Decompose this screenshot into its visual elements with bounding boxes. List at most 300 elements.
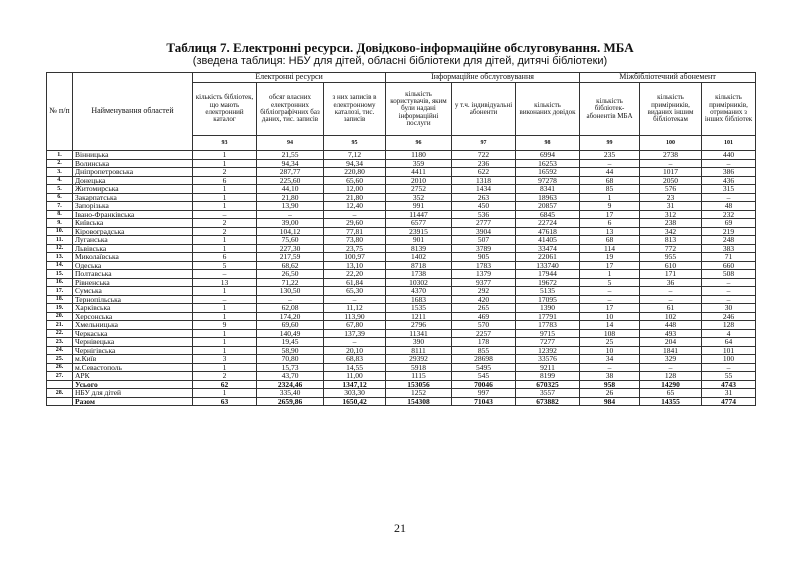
table-cell: 140,49	[257, 329, 324, 338]
column-code: 101	[702, 136, 756, 151]
table-cell: 2659,86	[257, 397, 324, 406]
region-name: Івано-Франківська	[73, 210, 193, 219]
region-name: Миколаївська	[73, 253, 193, 262]
table-cell: 100	[702, 355, 756, 364]
table-cell: 30	[702, 304, 756, 313]
table-cell: 383	[702, 244, 756, 253]
table-cell: 174,20	[257, 312, 324, 321]
table-cell: 9211	[516, 363, 580, 372]
row-number: 4.	[47, 176, 73, 185]
table-cell: 36	[640, 278, 702, 287]
table-row	[47, 329, 756, 338]
table-row	[47, 278, 756, 287]
row-number	[47, 380, 73, 389]
table-cell: 722	[452, 151, 516, 160]
table-cell: 85	[580, 185, 640, 194]
table-cell: 1402	[386, 253, 452, 262]
table-cell: 128	[702, 321, 756, 330]
region-name: м.Київ	[73, 355, 193, 364]
table-cell: 4411	[386, 168, 452, 177]
table-cell: 19	[580, 253, 640, 262]
table-row	[47, 321, 756, 330]
table-cell: 1347,12	[324, 380, 386, 389]
table-cell: 65,30	[324, 287, 386, 296]
table-cell: –	[324, 210, 386, 219]
table-cell: 101	[702, 346, 756, 355]
table-cell: 137,39	[324, 329, 386, 338]
table-cell: 7,12	[324, 151, 386, 160]
table-cell: 1180	[386, 151, 452, 160]
table-cell: 1841	[640, 346, 702, 355]
table-cell: 1	[193, 202, 257, 211]
table-cell: 13	[193, 278, 257, 287]
table-row	[47, 270, 756, 279]
row-number: 19.	[47, 304, 73, 313]
row-number: 26.	[47, 363, 73, 372]
table-cell: 1	[580, 193, 640, 202]
table-cell: 2738	[640, 151, 702, 160]
table-cell: 6845	[516, 210, 580, 219]
row-number: 24.	[47, 346, 73, 355]
table-cell: 2	[193, 227, 257, 236]
table-cell: 68,62	[257, 261, 324, 270]
table-cell: 171	[640, 270, 702, 279]
row-number: 21.	[47, 321, 73, 330]
table-row	[47, 236, 756, 245]
table-cell: –	[580, 159, 640, 168]
table-cell: 5135	[516, 287, 580, 296]
table-row	[47, 261, 756, 270]
table-cell: 34	[580, 355, 640, 364]
table-cell: –	[702, 287, 756, 296]
region-name: Чернівецька	[73, 338, 193, 347]
region-name: м.Севастополь	[73, 363, 193, 372]
row-number: 7.	[47, 202, 73, 211]
table-cell: 6	[193, 176, 257, 185]
table-cell: 390	[386, 338, 452, 347]
table-cell: 70046	[452, 380, 516, 389]
table-cell: 16253	[516, 159, 580, 168]
table-cell: 65,60	[324, 176, 386, 185]
row-number: 9.	[47, 219, 73, 228]
table-cell: 570	[452, 321, 516, 330]
table-cell: 21,80	[324, 193, 386, 202]
table-cell: 17791	[516, 312, 580, 321]
table-cell: 1650,42	[324, 397, 386, 406]
table-cell: 14355	[640, 397, 702, 406]
table-cell: 329	[640, 355, 702, 364]
table-row	[47, 210, 756, 219]
table-cell: 41405	[516, 236, 580, 245]
table-cell: 31	[640, 202, 702, 211]
column-header: кількість користувачів, яким були надані інформаційні послуги	[386, 83, 452, 136]
table-cell: 359	[386, 159, 452, 168]
table-cell: 104,12	[257, 227, 324, 236]
table-row	[47, 176, 756, 185]
row-number: 23.	[47, 338, 73, 347]
table-cell: 352	[386, 193, 452, 202]
region-name: Житомирська	[73, 185, 193, 194]
region-name: Чернігівська	[73, 346, 193, 355]
row-number	[47, 397, 73, 406]
table-cell: 3789	[452, 244, 516, 253]
region-name: Тернопільська	[73, 295, 193, 304]
table-cell: –	[257, 210, 324, 219]
table-cell: 39,00	[257, 219, 324, 228]
table-cell: 11341	[386, 329, 452, 338]
table-cell: 71	[702, 253, 756, 262]
table-row	[47, 168, 756, 177]
table-cell: 62,08	[257, 304, 324, 313]
table-cell: 342	[640, 227, 702, 236]
table-cell: 97278	[516, 176, 580, 185]
table-cell: –	[257, 295, 324, 304]
table-cell: 68,83	[324, 355, 386, 364]
table-cell: 9377	[452, 278, 516, 287]
region-name: Хмельницька	[73, 321, 193, 330]
table-cell: 23,75	[324, 244, 386, 253]
page-subtitle: (зведена таблиця: НБУ для дітей, обласні бібліотеки для дітей, дитячі бібліотеки)	[192, 55, 608, 67]
table-cell: 108	[580, 329, 640, 338]
table-cell: 19,45	[257, 338, 324, 347]
table-cell: 25	[580, 338, 640, 347]
table-cell: –	[702, 295, 756, 304]
table-row	[47, 159, 756, 168]
table-cell: 21,55	[257, 151, 324, 160]
table-cell: 1017	[640, 168, 702, 177]
table-cell: 507	[452, 236, 516, 245]
region-name: Львівська	[73, 244, 193, 253]
row-number: 22.	[47, 329, 73, 338]
region-name: Харківська	[73, 304, 193, 313]
table-cell: 238	[640, 219, 702, 228]
table-cell: 22,20	[324, 270, 386, 279]
table-cell: 6	[580, 219, 640, 228]
table-cell: 1211	[386, 312, 452, 321]
table-cell: 246	[702, 312, 756, 321]
column-header: у т.ч. індивідуальні абоненти	[452, 83, 516, 136]
table-cell: 263	[452, 193, 516, 202]
table-cell: 1	[193, 236, 257, 245]
table-cell: 901	[386, 236, 452, 245]
table-cell: 6994	[516, 151, 580, 160]
table-cell: 14	[580, 321, 640, 330]
column-header: кількість примірників, отриманих з інших бібліотек	[702, 83, 756, 136]
table-cell: 12,40	[324, 202, 386, 211]
region-name: Дніпропетровська	[73, 168, 193, 177]
table-cell: 1379	[452, 270, 516, 279]
header-group-mba: Міжбібліотечний абонемент	[580, 73, 756, 83]
table-cell: 508	[702, 270, 756, 279]
table-cell: 6	[193, 253, 257, 262]
table-cell: 11,12	[324, 304, 386, 313]
table-cell: 4	[702, 329, 756, 338]
region-name: АРК	[73, 372, 193, 381]
table-cell: 19672	[516, 278, 580, 287]
row-number: 20.	[47, 312, 73, 321]
header-num: № п/п	[47, 73, 73, 151]
table-cell: –	[640, 363, 702, 372]
table-cell: 813	[640, 236, 702, 245]
table-cell: 5495	[452, 363, 516, 372]
table-cell: 73,80	[324, 236, 386, 245]
table-cell: 71,22	[257, 278, 324, 287]
region-name: Закарпатська	[73, 193, 193, 202]
table-cell: 153056	[386, 380, 452, 389]
table-row	[47, 363, 756, 372]
table-cell: 130,50	[257, 287, 324, 296]
region-name: Херсонська	[73, 312, 193, 321]
table-cell: 10302	[386, 278, 452, 287]
row-number: 14.	[47, 261, 73, 270]
table-cell: 855	[452, 346, 516, 355]
table-cell: 1	[193, 244, 257, 253]
table-cell: 235	[580, 151, 640, 160]
table-cell: 5918	[386, 363, 452, 372]
region-name: Черкаська	[73, 329, 193, 338]
table-cell: 450	[452, 202, 516, 211]
table-cell: 2010	[386, 176, 452, 185]
table-cell: 610	[640, 261, 702, 270]
table-cell: 493	[640, 329, 702, 338]
table-cell: 2	[193, 372, 257, 381]
table-cell: 225,60	[257, 176, 324, 185]
column-header: обсяг власних електронних бібліографічних баз даних, тис. записів	[257, 83, 324, 136]
table-cell: 1	[193, 287, 257, 296]
table-cell: 1	[193, 159, 257, 168]
table-cell: –	[702, 363, 756, 372]
table-cell: 114	[580, 244, 640, 253]
row-number: 28.	[47, 389, 73, 398]
table-cell: 1	[193, 346, 257, 355]
table-row	[47, 397, 756, 406]
table-cell: –	[324, 295, 386, 304]
table-cell: 440	[702, 151, 756, 160]
table-cell: 991	[386, 202, 452, 211]
table-cell: –	[324, 338, 386, 347]
table-cell: 219	[702, 227, 756, 236]
table-cell: 14,55	[324, 363, 386, 372]
table-row	[47, 193, 756, 202]
table-cell: 8139	[386, 244, 452, 253]
table-cell: 576	[640, 185, 702, 194]
table-cell: 33474	[516, 244, 580, 253]
table-cell: 5	[193, 261, 257, 270]
row-number: 11.	[47, 236, 73, 245]
table-cell: 448	[640, 321, 702, 330]
table-row	[47, 304, 756, 313]
row-number: 18.	[47, 295, 73, 304]
table-cell: 38	[580, 372, 640, 381]
column-code: 94	[257, 136, 324, 151]
column-header: з них записів в електронному каталозі, тис. записів	[324, 83, 386, 136]
column-header: кількість виконаних довідок	[516, 83, 580, 136]
table-cell: 178	[452, 338, 516, 347]
table-cell: 1390	[516, 304, 580, 313]
table-cell: 61	[640, 304, 702, 313]
table-cell: 248	[702, 236, 756, 245]
table-cell: 1434	[452, 185, 516, 194]
table-cell: 75,60	[257, 236, 324, 245]
table-cell: 28698	[452, 355, 516, 364]
table-cell: 2257	[452, 329, 516, 338]
table-cell: 232	[702, 210, 756, 219]
table-cell: 220,80	[324, 168, 386, 177]
table-cell: 10	[580, 312, 640, 321]
table-cell: 1535	[386, 304, 452, 313]
table-cell: 420	[452, 295, 516, 304]
region-name: Одеська	[73, 261, 193, 270]
table-cell: 1	[193, 363, 257, 372]
table-cell: 265	[452, 304, 516, 313]
table-cell: 17095	[516, 295, 580, 304]
table-cell: 113,90	[324, 312, 386, 321]
table-cell: 217,59	[257, 253, 324, 262]
table-cell: 12392	[516, 346, 580, 355]
column-header: кількість бібліотек-абонентів МБА	[580, 83, 640, 136]
row-number: 3.	[47, 168, 73, 177]
row-number: 16.	[47, 278, 73, 287]
column-code: 96	[386, 136, 452, 151]
region-name: Кіровоградська	[73, 227, 193, 236]
row-number: 12.	[47, 244, 73, 253]
table-row	[47, 346, 756, 355]
column-code: 99	[580, 136, 640, 151]
region-name: Луганська	[73, 236, 193, 245]
table-cell: 4370	[386, 287, 452, 296]
column-code: 95	[324, 136, 386, 151]
table-cell: –	[580, 287, 640, 296]
table-cell: 17944	[516, 270, 580, 279]
table-cell: 660	[702, 261, 756, 270]
table-row	[47, 151, 756, 160]
table-row	[47, 338, 756, 347]
table-cell: 1	[193, 312, 257, 321]
region-name: Вінницька	[73, 151, 193, 160]
table-cell: 1683	[386, 295, 452, 304]
table-cell: 315	[702, 185, 756, 194]
table-cell: 15,73	[257, 363, 324, 372]
table-cell: 8341	[516, 185, 580, 194]
table-row	[47, 287, 756, 296]
table-cell: 2777	[452, 219, 516, 228]
table-cell: 68	[580, 176, 640, 185]
table-cell: 11447	[386, 210, 452, 219]
table-cell: 26	[580, 389, 640, 398]
table-cell: 1	[193, 193, 257, 202]
table-cell: 13	[580, 227, 640, 236]
table-cell: 94,34	[257, 159, 324, 168]
table-cell: 20,10	[324, 346, 386, 355]
table-row	[47, 380, 756, 389]
region-name: Полтавська	[73, 270, 193, 279]
table-cell: 545	[452, 372, 516, 381]
table-cell: 6577	[386, 219, 452, 228]
table-cell: 9	[580, 202, 640, 211]
table-cell: 16592	[516, 168, 580, 177]
header-name: Найменування областей	[73, 73, 193, 151]
table-cell: 77,81	[324, 227, 386, 236]
table-cell: 22061	[516, 253, 580, 262]
table-cell: 1	[193, 185, 257, 194]
table-row	[47, 372, 756, 381]
table-cell: 23	[640, 193, 702, 202]
table-row	[47, 355, 756, 364]
table-cell: 1783	[452, 261, 516, 270]
table-cell: 2324,46	[257, 380, 324, 389]
table-cell: 17	[580, 304, 640, 313]
table-cell: 2	[193, 168, 257, 177]
table-cell: 44	[580, 168, 640, 177]
table-cell: 100,97	[324, 253, 386, 262]
region-name: Разом	[73, 397, 193, 406]
table-cell: –	[193, 210, 257, 219]
table-cell: 7277	[516, 338, 580, 347]
table-cell: 469	[452, 312, 516, 321]
table-cell: 622	[452, 168, 516, 177]
table-row	[47, 227, 756, 236]
table-cell: 23915	[386, 227, 452, 236]
table-cell: 67,80	[324, 321, 386, 330]
table-cell: –	[640, 287, 702, 296]
table-cell: 335,40	[257, 389, 324, 398]
table-row	[47, 244, 756, 253]
table-cell: 292	[452, 287, 516, 296]
table-cell: 31	[702, 389, 756, 398]
table-cell: 11,00	[324, 372, 386, 381]
table-cell: 1318	[452, 176, 516, 185]
header-group-electronic: Електронні ресурси	[193, 73, 386, 83]
header-group-info: Інформаційне обслуговування	[386, 73, 580, 83]
table-cell: 47618	[516, 227, 580, 236]
region-name: Рівненська	[73, 278, 193, 287]
table-cell: 2	[193, 219, 257, 228]
table-cell: 8111	[386, 346, 452, 355]
table-cell: 29392	[386, 355, 452, 364]
table-cell: 997	[452, 389, 516, 398]
table-cell: 955	[640, 253, 702, 262]
table-cell: 303,30	[324, 389, 386, 398]
table-cell: 3	[193, 355, 257, 364]
table-cell: 63	[193, 397, 257, 406]
table-cell: –	[702, 193, 756, 202]
table-cell: 13,10	[324, 261, 386, 270]
table-cell: 9	[193, 321, 257, 330]
column-code: 98	[516, 136, 580, 151]
table-row	[47, 202, 756, 211]
table-cell: 8718	[386, 261, 452, 270]
table-cell: 18963	[516, 193, 580, 202]
table-cell: 14290	[640, 380, 702, 389]
table-cell: 1	[193, 151, 257, 160]
table-cell: 5	[580, 278, 640, 287]
table-cell: 61,84	[324, 278, 386, 287]
table-cell: –	[580, 295, 640, 304]
table-row	[47, 389, 756, 398]
table-cell: 1	[193, 329, 257, 338]
table-cell: 1115	[386, 372, 452, 381]
table-cell: 10	[580, 346, 640, 355]
column-header: кількість бібліотек, що мають електронний каталог	[193, 83, 257, 136]
column-header: кількість примірників, виданих іншим бібліотекам	[640, 83, 702, 136]
region-name: Усього	[73, 380, 193, 389]
table-cell: 1	[193, 389, 257, 398]
table-cell: 772	[640, 244, 702, 253]
table-cell: 154308	[386, 397, 452, 406]
table-cell: 21,80	[257, 193, 324, 202]
table-cell: 3904	[452, 227, 516, 236]
row-number: 10.	[47, 227, 73, 236]
